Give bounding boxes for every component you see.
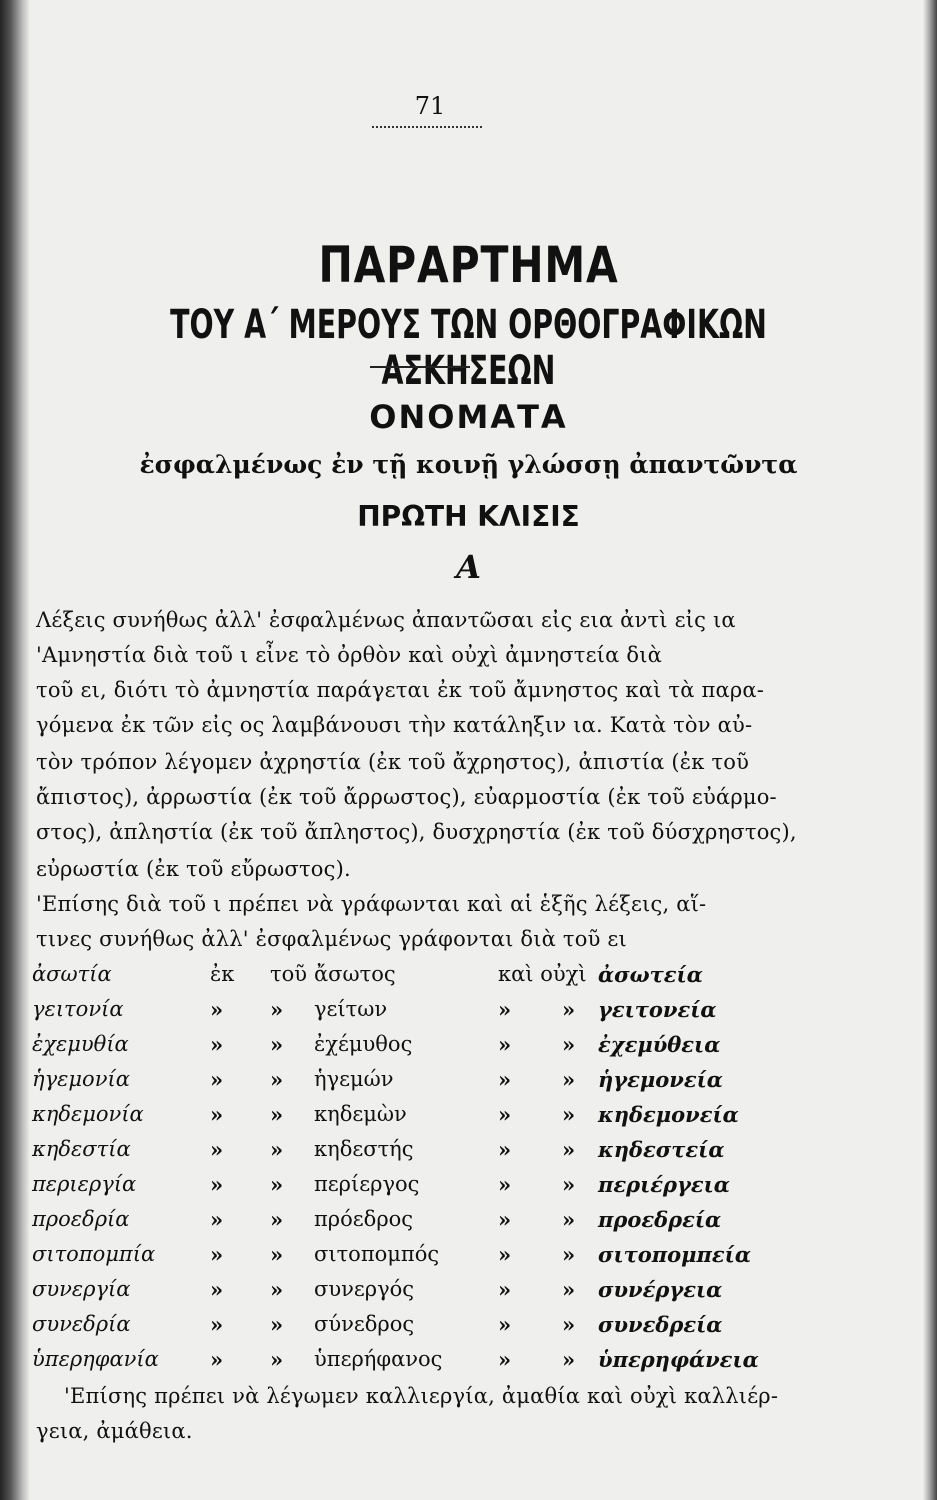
ditto-mark: » [270,1032,284,1057]
body-text-line: 'Επίσης διὰ τοῦ ι πρέπει νὰ γράφωνται καὶ αἱ ἑξῆς λέξεις, αἵ- [36,892,707,916]
table-row [32,1277,812,1307]
wrong-form: συνεδρεία [598,1312,723,1337]
ditto-mark: » [498,1347,512,1372]
page-binding-shadow [0,0,30,1500]
root-word: κηδεστής [314,1137,414,1161]
ditto-mark: » [270,1347,284,1372]
ditto-mark: » [210,997,224,1022]
root-word: ἐχέμυθος [314,1032,413,1056]
wrong-form: κηδεστεία [598,1137,725,1162]
appendix-title: ΠΑΡΑΡΤΗΜΑ [318,236,619,294]
table-row [32,1067,812,1097]
correct-form: συνεργία [32,1277,131,1301]
root-word: σύνεδρος [314,1312,415,1336]
ditto-mark: » [498,997,512,1022]
correct-form: κηδεμονία [32,1102,144,1126]
ditto-mark: » [562,1032,576,1057]
ditto-mark: » [210,1172,224,1197]
ditto-mark: » [498,1137,512,1162]
table-header-wrong: ἀσωτεία [598,962,703,987]
title-divider [370,366,470,368]
body-text-line: 'Επίσης πρέπει νὰ λέγωμεν καλλιεργία, ἀμαθία καὶ οὐχὶ καλλιέρ- [64,1384,779,1408]
ditto-mark: » [210,1242,224,1267]
section-description: ἐσφαλμένως ἐν τῇ κοινῇ γλώσσῃ ἀπαντῶντα [139,450,798,479]
ditto-mark: » [270,1207,284,1232]
body-text-line: τινες συνήθως ἀλλ' ἐσφαλμένως γράφονται διὰ τοῦ ει [36,927,627,951]
ditto-mark: » [270,1312,284,1337]
ditto-mark: » [498,1312,512,1337]
body-text-line: τὸν τρόπον λέγομεν ἀχρηστία (ἐκ τοῦ ἄχρηστος), ἀπιστία (ἐκ τοῦ [36,750,750,774]
table-header-kai-ouxi: καὶ οὐχὶ [498,962,587,986]
table-header-row [32,962,812,992]
table-row [32,1102,812,1132]
ditto-mark: » [562,1242,576,1267]
root-word: γείτων [314,997,388,1021]
correct-form: ὑπερηφανία [32,1347,159,1371]
body-text-line: στος), ἀπληστία (ἐκ τοῦ ἄπληστος), δυσχρηστία (ἐκ τοῦ δύσχρηστος), [36,820,797,844]
ditto-mark: » [498,1207,512,1232]
correct-form: σιτοπομπία [32,1242,156,1266]
table-header-root: ἄσωτος [314,962,396,986]
body-text-line: γόμενα ἐκ τῶν εἰς ος λαμβάνουσι τὴν κατάληξιν ια. Κατὰ τὸν αὐ- [36,713,753,737]
correct-form: ἐχεμυθία [32,1032,129,1056]
ditto-mark: » [270,1137,284,1162]
ditto-mark: » [562,1067,576,1092]
appendix-subtitle: ΤΟΥ Α΄ ΜΕΡΟΥΣ ΤΩΝ ΟΡΘΟΓΡΑΦΙΚΩΝ ΑΣΚΗΣΕΩΝ [170,302,767,394]
ditto-mark: » [210,1207,224,1232]
body-text-line: τοῦ ει, διότι τὸ ἀμνηστία παράγεται ἐκ τοῦ ἄμνηστος καὶ τὰ παρα- [36,678,765,702]
table-row [32,1172,812,1202]
ditto-mark: » [210,1102,224,1127]
ditto-mark: » [562,1347,576,1372]
ditto-mark: » [498,1102,512,1127]
ditto-mark: » [498,1067,512,1092]
ditto-mark: » [270,1067,284,1092]
page-number-ornament [372,126,482,128]
ditto-mark: » [562,1102,576,1127]
ditto-mark: » [562,1207,576,1232]
ditto-mark: » [270,997,284,1022]
ditto-mark: » [270,1242,284,1267]
ditto-mark: » [562,997,576,1022]
correct-form: κηδεστία [32,1137,131,1161]
wrong-form: σιτοπομπεία [598,1242,751,1267]
table-row [32,1207,812,1237]
wrong-form: ἡγεμονεία [598,1067,723,1092]
table-header-tou: τοῦ [270,962,308,986]
table-row [32,1137,812,1167]
page-edge-shadow [923,0,937,1500]
body-text-line: 'Αμνηστία διὰ τοῦ ι εἶνε τὸ ὀρθὸν καὶ οὐχὶ ἀμνηστεία διὰ [36,643,663,667]
wrong-form: κηδεμονεία [598,1102,739,1127]
ditto-mark: » [210,1067,224,1092]
body-text-line: Λέξεις συνήθως ἀλλ' ἐσφαλμένως ἀπαντῶσαι εἰς εια ἀντὶ εἰς ια [36,608,736,632]
wrong-form: συνέργεια [598,1277,723,1302]
table-row [32,1032,812,1062]
root-word: ἡγεμών [314,1067,394,1091]
body-text-line: ἄπιστος), ἀρρωστία (ἐκ τοῦ ἄρρωστος), εὐαρμοστία (ἐκ τοῦ εὐάρμο- [36,785,777,809]
section-heading: ΟΝΟΜΑΤΑ [369,398,568,436]
root-word: σιτοπομπός [314,1242,440,1266]
table-header-correct: ἀσωτία [32,962,112,986]
table-header-ek: ἐκ [210,962,235,986]
root-word: κηδεμὼν [314,1102,407,1126]
root-word: πρόεδρος [314,1207,414,1231]
body-text-line: εὐρωστία (ἐκ τοῦ εὔρωστος). [36,857,351,881]
wrong-form: προεδρεία [598,1207,722,1232]
correct-form: προεδρία [32,1207,130,1231]
correct-form: ἡγεμονία [32,1067,130,1091]
table-row [32,997,812,1027]
correct-form: γειτονία [32,997,124,1021]
page-number: 71 [414,92,446,120]
ditto-mark: » [270,1102,284,1127]
ditto-mark: » [562,1277,576,1302]
ditto-mark: » [498,1277,512,1302]
table-row [32,1242,812,1272]
ditto-mark: » [498,1032,512,1057]
correct-form: περιεργία [32,1172,137,1196]
letter-heading: Α [456,548,481,586]
ditto-mark: » [562,1172,576,1197]
ditto-mark: » [210,1312,224,1337]
wrong-form: ἐχεμύθεια [598,1032,721,1057]
table-row [32,1312,812,1342]
ditto-mark: » [210,1137,224,1162]
ditto-mark: » [498,1242,512,1267]
wrong-form: περιέργεια [598,1172,730,1197]
correct-form: συνεδρία [32,1312,131,1336]
ditto-mark: » [498,1172,512,1197]
root-word: συνεργός [314,1277,415,1301]
ditto-mark: » [210,1277,224,1302]
body-text-line: γεια, ἀμάθεια. [36,1419,193,1443]
root-word: περίεργος [314,1172,420,1196]
declension-heading: ΠΡΩΤΗ ΚΛΙΣΙΣ [357,500,580,533]
ditto-mark: » [270,1172,284,1197]
ditto-mark: » [210,1347,224,1372]
ditto-mark: » [562,1137,576,1162]
ditto-mark: » [562,1312,576,1337]
root-word: ὑπερήφανος [314,1347,443,1371]
wrong-form: ὑπερηφάνεια [598,1347,759,1372]
ditto-mark: » [210,1032,224,1057]
ditto-mark: » [270,1277,284,1302]
wrong-form: γειτονεία [598,997,717,1022]
table-row [32,1347,812,1377]
